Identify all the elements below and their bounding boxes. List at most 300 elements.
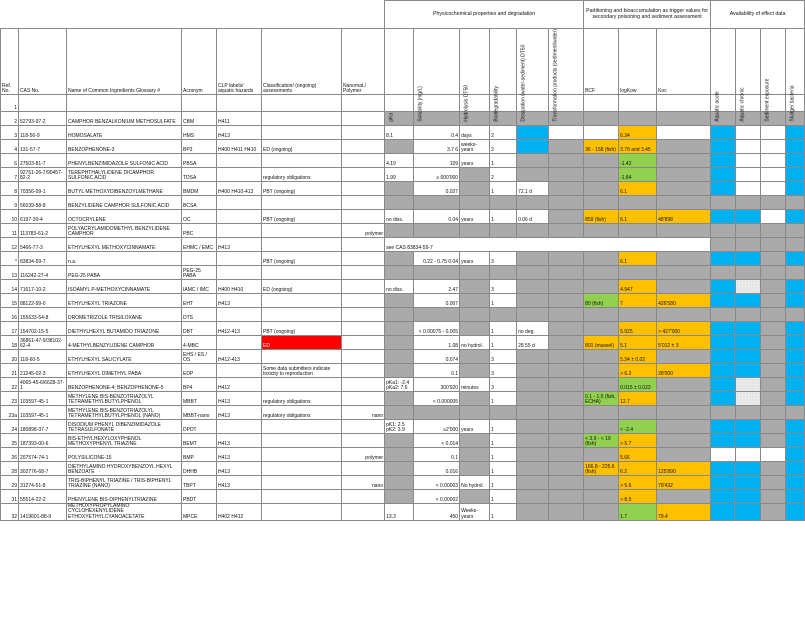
acronym-cell: MBBT bbox=[182, 392, 217, 406]
koc-cell bbox=[657, 224, 711, 238]
effect-data-cell bbox=[711, 294, 736, 308]
ref-cell: 20 bbox=[1, 350, 19, 364]
dis-cell bbox=[517, 476, 549, 490]
effect-data-cell bbox=[736, 266, 761, 280]
koc-cell bbox=[657, 182, 711, 196]
table-row bbox=[1, 462, 805, 476]
classification-cell: regulatory obligations bbox=[262, 392, 342, 406]
effect-data-cell bbox=[761, 224, 786, 238]
column-header: Sludge/ bacteria bbox=[786, 29, 805, 95]
classification-cell: PBT (ongoing) bbox=[262, 322, 342, 336]
nano-polymer-cell bbox=[342, 280, 385, 294]
effect-data-cell bbox=[761, 154, 786, 168]
acronym-cell: EHT bbox=[182, 294, 217, 308]
effect-data-cell bbox=[736, 210, 761, 224]
dis-cell bbox=[517, 406, 549, 420]
acronym-cell: MPCE bbox=[182, 504, 217, 521]
effect-data-cell bbox=[711, 336, 736, 350]
sol-cell: 0.04 bbox=[414, 210, 460, 224]
table-row bbox=[1, 280, 805, 294]
dis-cell bbox=[517, 224, 549, 238]
cas-cell: 154702-15-5 bbox=[19, 322, 67, 336]
sol-cell: 2.47 bbox=[414, 280, 460, 294]
acronym-cell: 4-MBC bbox=[182, 336, 217, 350]
dis-cell bbox=[517, 434, 549, 448]
pka-cell bbox=[385, 182, 414, 196]
bio-cell bbox=[490, 308, 517, 322]
effect-data-cell bbox=[711, 210, 736, 224]
hyd-cell bbox=[460, 294, 490, 308]
sol-cell: 0.1 bbox=[414, 448, 460, 462]
hyd-cell: days bbox=[460, 126, 490, 140]
name-cell: BENZYLIDENE CAMPHOR SULFONIC ACID bbox=[67, 196, 182, 210]
sol-cell: 0.027 bbox=[414, 182, 460, 196]
dis-cell bbox=[517, 350, 549, 364]
ref-cell: 23a bbox=[1, 406, 19, 420]
bio-cell: 3 bbox=[490, 378, 517, 392]
effect-data-cell bbox=[786, 392, 805, 406]
effect-data-cell bbox=[736, 336, 761, 350]
clp-cell bbox=[217, 420, 262, 434]
effect-data-cell bbox=[736, 140, 761, 154]
tr-cell bbox=[549, 224, 584, 238]
classification-cell bbox=[262, 154, 342, 168]
koc-cell bbox=[657, 392, 711, 406]
hyd-cell: years bbox=[460, 420, 490, 434]
acronym-cell: EHS / ES / OS bbox=[182, 350, 217, 364]
kow-cell bbox=[619, 95, 657, 112]
cas-cell: 6197-30-4 bbox=[19, 210, 67, 224]
bcf-cell bbox=[584, 504, 619, 521]
hyd-cell bbox=[460, 196, 490, 210]
cas-cell: 155633-54-8 bbox=[19, 308, 67, 322]
acronym-cell: PBC bbox=[182, 224, 217, 238]
dis-cell: no deg. bbox=[517, 322, 549, 336]
kow-cell: 7 bbox=[619, 294, 657, 308]
clp-cell: H412-413 bbox=[217, 322, 262, 336]
kow-cell: -1.84 bbox=[619, 168, 657, 182]
name-cell: TEREPHTHALYLIDENE DICAMPHOR SULFONIC ACID bbox=[67, 168, 182, 182]
name-cell: TRIS-BIPHENYL TRIAZINE / TRIS-BIPHENYL TRIAZINE (NANO) bbox=[67, 476, 182, 490]
bcf-cell bbox=[584, 280, 619, 294]
pka-cell bbox=[385, 350, 414, 364]
bio-cell bbox=[490, 266, 517, 280]
nano-polymer-cell bbox=[342, 322, 385, 336]
acronym-cell: BMDM bbox=[182, 182, 217, 196]
nano-polymer-cell bbox=[342, 210, 385, 224]
cas-cell: 55514-22-2 bbox=[19, 490, 67, 504]
dis-cell bbox=[517, 308, 549, 322]
ref-cell: 23 bbox=[1, 392, 19, 406]
hyd-cell bbox=[460, 364, 490, 378]
clp-cell: H402 H412 bbox=[217, 504, 262, 521]
bio-cell: 1 bbox=[490, 294, 517, 308]
dis-cell bbox=[517, 448, 549, 462]
bio-cell: 1 bbox=[490, 210, 517, 224]
dis-cell bbox=[517, 364, 549, 378]
bio-cell: 1 bbox=[490, 420, 517, 434]
name-cell: PEG-25 PABA bbox=[67, 266, 182, 280]
ref-cell: 1 bbox=[1, 95, 19, 112]
effect-data-cell bbox=[736, 490, 761, 504]
acronym-cell: BP4 bbox=[182, 378, 217, 392]
effect-data-cell bbox=[736, 448, 761, 462]
hyd-cell bbox=[460, 266, 490, 280]
hyd-cell bbox=[460, 350, 490, 364]
nano-polymer-cell: nano bbox=[342, 476, 385, 490]
sol-cell: 300'920 bbox=[414, 378, 460, 392]
pka-cell bbox=[385, 224, 414, 238]
hyd-cell bbox=[460, 224, 490, 238]
classification-cell: regulatory obligations bbox=[262, 406, 342, 420]
pka-cell: 13.3 bbox=[385, 504, 414, 521]
bcf-cell bbox=[584, 364, 619, 378]
kow-cell: > 8.5 bbox=[619, 490, 657, 504]
pka-cell bbox=[385, 140, 414, 154]
cas-cell: 131-57-7 bbox=[19, 140, 67, 154]
sol-cell bbox=[414, 406, 460, 420]
effect-data-cell bbox=[736, 196, 761, 210]
bcf-cell bbox=[584, 182, 619, 196]
hyd-cell: minutes bbox=[460, 378, 490, 392]
bio-cell bbox=[490, 196, 517, 210]
koc-cell: 79'432 bbox=[657, 476, 711, 490]
nano-polymer-cell bbox=[342, 140, 385, 154]
effect-data-cell bbox=[736, 294, 761, 308]
effect-data-cell bbox=[786, 420, 805, 434]
classification-cell: ED (ongoing) bbox=[262, 140, 342, 154]
kow-cell: 1.7 bbox=[619, 504, 657, 521]
ref-cell: 26 bbox=[1, 448, 19, 462]
sol-cell: < 0.00003 bbox=[414, 476, 460, 490]
column-header: Aquatic acute bbox=[711, 29, 736, 95]
effect-data-cell bbox=[736, 168, 761, 182]
classification-cell bbox=[262, 462, 342, 476]
effect-data-cell bbox=[786, 462, 805, 476]
effect-data-cell bbox=[761, 252, 786, 266]
classification-cell bbox=[262, 308, 342, 322]
name-cell: METHYLENE BIS-BENZOTRIAZOLYL TETRAMETHYLBUTYLPHENOL bbox=[67, 392, 182, 406]
acronym-cell: PBDT bbox=[182, 490, 217, 504]
table-row bbox=[1, 182, 805, 196]
effect-data-cell bbox=[711, 378, 736, 392]
tr-cell bbox=[549, 154, 584, 168]
name-cell: DIETHYLHEXYL BUTAMIDO TRIAZONE bbox=[67, 322, 182, 336]
bio-cell: 3 bbox=[490, 280, 517, 294]
effect-data-cell bbox=[736, 308, 761, 322]
nano-polymer-cell bbox=[342, 168, 385, 182]
koc-cell: 28'000 bbox=[657, 364, 711, 378]
tr-cell bbox=[549, 126, 584, 140]
bio-cell: 1 bbox=[490, 476, 517, 490]
bcf-cell bbox=[584, 266, 619, 280]
pka-cell bbox=[385, 308, 414, 322]
tr-cell bbox=[549, 504, 584, 521]
hyd-cell bbox=[460, 308, 490, 322]
clp-cell bbox=[217, 490, 262, 504]
ref-cell: 3 bbox=[1, 126, 19, 140]
bio-cell: 2 bbox=[490, 168, 517, 182]
ref-cell: 15 bbox=[1, 294, 19, 308]
effect-data-cell bbox=[761, 392, 786, 406]
acronym-cell: IAMC / IMC bbox=[182, 280, 217, 294]
cas-cell: 88122-99-0 bbox=[19, 294, 67, 308]
nano-polymer-cell bbox=[342, 252, 385, 266]
koc-cell bbox=[657, 252, 711, 266]
table-row bbox=[1, 434, 805, 448]
dis-cell bbox=[517, 280, 549, 294]
effect-data-cell bbox=[761, 182, 786, 196]
column-header: Hydrolysis DT50 bbox=[460, 29, 490, 95]
bcf-cell bbox=[584, 95, 619, 112]
nano-polymer-cell bbox=[342, 266, 385, 280]
cas-cell: 118-56-9 bbox=[19, 126, 67, 140]
effect-data-cell bbox=[786, 238, 805, 252]
nano-polymer-cell bbox=[342, 294, 385, 308]
cas-cell: 71617-10-2 bbox=[19, 280, 67, 294]
tr-cell bbox=[549, 462, 584, 476]
hyd-cell: No hydrol. bbox=[460, 476, 490, 490]
effect-data-cell bbox=[761, 280, 786, 294]
ref-cell: 4 bbox=[1, 140, 19, 154]
table-row bbox=[1, 266, 805, 280]
koc-cell bbox=[657, 490, 711, 504]
classification-cell bbox=[262, 224, 342, 238]
column-header: Ref. No. bbox=[1, 29, 19, 95]
effect-data-cell bbox=[711, 490, 736, 504]
koc-cell bbox=[657, 168, 711, 182]
effect-data-cell bbox=[786, 140, 805, 154]
effect-data-cell bbox=[761, 364, 786, 378]
effect-data-cell bbox=[761, 210, 786, 224]
hyd-cell bbox=[460, 182, 490, 196]
effect-data-cell bbox=[761, 322, 786, 336]
effect-data-cell bbox=[711, 140, 736, 154]
nano-polymer-cell bbox=[342, 378, 385, 392]
effect-data-cell bbox=[786, 182, 805, 196]
tr-cell bbox=[549, 350, 584, 364]
classification-cell: PBT (ongoing) bbox=[262, 252, 342, 266]
sol-cell: 1.08 bbox=[414, 336, 460, 350]
table-row bbox=[1, 448, 805, 462]
koc-cell bbox=[657, 280, 711, 294]
pka-cell bbox=[385, 266, 414, 280]
bio-cell: 3 bbox=[490, 364, 517, 378]
table-row bbox=[1, 406, 805, 420]
effect-data-cell bbox=[736, 476, 761, 490]
acronym-cell: TBPT bbox=[182, 476, 217, 490]
dis-cell: 28.55 d bbox=[517, 336, 549, 350]
tr-cell bbox=[549, 140, 584, 154]
pka-cell bbox=[385, 196, 414, 210]
effect-data-cell bbox=[736, 252, 761, 266]
effect-data-cell bbox=[786, 266, 805, 280]
nano-polymer-cell bbox=[342, 308, 385, 322]
tr-cell bbox=[549, 336, 584, 350]
bcf-cell bbox=[584, 308, 619, 322]
acronym-cell bbox=[182, 95, 217, 112]
classification-cell bbox=[262, 434, 342, 448]
column-header: Solubility [mg/L] bbox=[414, 29, 460, 95]
table-row bbox=[1, 392, 805, 406]
nano-polymer-cell bbox=[342, 126, 385, 140]
koc-cell bbox=[657, 350, 711, 364]
kow-cell: 6.2 bbox=[619, 462, 657, 476]
bio-cell: 1 bbox=[490, 490, 517, 504]
dis-cell bbox=[517, 420, 549, 434]
sol-cell: < 0.00002 bbox=[414, 490, 460, 504]
effect-data-cell bbox=[786, 280, 805, 294]
bcf-cell: 859 (fish) bbox=[584, 210, 619, 224]
koc-cell: 79.4 bbox=[657, 504, 711, 521]
bio-cell: 3 bbox=[490, 350, 517, 364]
hyd-cell bbox=[460, 322, 490, 336]
acronym-cell bbox=[182, 252, 217, 266]
bio-cell: 3 bbox=[490, 252, 517, 266]
name-cell: PHENYLBENZIMIDAZOLE SULFONIC ACID bbox=[67, 154, 182, 168]
table-row bbox=[1, 112, 805, 126]
column-header: Name of Common Ingredients Glossary # bbox=[67, 29, 182, 95]
hyd-cell: years bbox=[460, 210, 490, 224]
clp-cell bbox=[217, 196, 262, 210]
table-row bbox=[1, 140, 805, 154]
classification-cell bbox=[262, 294, 342, 308]
ref-cell: * bbox=[1, 252, 19, 266]
sol-cell: < 0.014 bbox=[414, 434, 460, 448]
acronym-cell: PEG-25 PABA bbox=[182, 266, 217, 280]
ref-cell: 29 bbox=[1, 476, 19, 490]
bcf-cell bbox=[584, 126, 619, 140]
ref-cell: 28 bbox=[1, 462, 19, 476]
column-header: Classification/ (ongoing) assessments bbox=[262, 29, 342, 95]
effect-data-cell bbox=[761, 266, 786, 280]
table-row bbox=[1, 350, 805, 364]
sol-cell: 0.4 bbox=[414, 126, 460, 140]
name-cell: BUTYL METHOXYDIBENZOYLMETHANE bbox=[67, 182, 182, 196]
dis-cell bbox=[517, 462, 549, 476]
clp-cell: H400 H410-413 bbox=[217, 182, 262, 196]
cas-cell: 116242-27-4 bbox=[19, 266, 67, 280]
effect-data-cell bbox=[786, 504, 805, 521]
ref-cell: 24 bbox=[1, 420, 19, 434]
table-row bbox=[1, 322, 805, 336]
pka-cell bbox=[385, 434, 414, 448]
effect-data-cell bbox=[786, 364, 805, 378]
classification-cell bbox=[262, 420, 342, 434]
clp-cell: H400 H411 H410 bbox=[217, 140, 262, 154]
ref-cell: 22 bbox=[1, 378, 19, 392]
effect-data-cell bbox=[736, 420, 761, 434]
nano-polymer-cell: polymer bbox=[342, 448, 385, 462]
effect-data-cell bbox=[761, 308, 786, 322]
hyd-cell: no hydrol. bbox=[460, 336, 490, 350]
bio-cell: 1 bbox=[490, 448, 517, 462]
nano-polymer-cell bbox=[342, 392, 385, 406]
pka-cell: 1.99 bbox=[385, 168, 414, 182]
bcf-cell bbox=[584, 168, 619, 182]
name-cell: BENZOPHENONE-4; BENZOPHENONE-5 bbox=[67, 378, 182, 392]
name-cell: POLYACRYLAMIDOMETHYL BENZYLIDENE CAMPHOR bbox=[67, 224, 182, 238]
bio-cell bbox=[490, 406, 517, 420]
ref-cell: 25 bbox=[1, 434, 19, 448]
nano-polymer-cell bbox=[342, 196, 385, 210]
classification-cell bbox=[262, 266, 342, 280]
koc-cell bbox=[657, 308, 711, 322]
column-header: CLP labels/ aquatic hazards bbox=[217, 29, 262, 95]
nano-polymer-cell bbox=[342, 182, 385, 196]
kow-cell: 0.015 ± 0.023 bbox=[619, 378, 657, 392]
koc-cell: 5'012 ± 3 bbox=[657, 336, 711, 350]
sol-cell: 0.016 bbox=[414, 462, 460, 476]
bio-cell bbox=[490, 224, 517, 238]
classification-cell: ED (ongoing) bbox=[262, 280, 342, 294]
tr-cell bbox=[549, 294, 584, 308]
table-row bbox=[1, 490, 805, 504]
ref-cell: 31 bbox=[1, 490, 19, 504]
sol-cell: 0.007 bbox=[414, 294, 460, 308]
name-cell: PHENYLENE BIS-DIPHENYLTRIAZINE bbox=[67, 490, 182, 504]
dis-cell bbox=[517, 140, 549, 154]
bcf-cell bbox=[584, 448, 619, 462]
effect-data-cell bbox=[711, 238, 736, 252]
kow-cell: 6.34 bbox=[619, 126, 657, 140]
tr-cell bbox=[549, 434, 584, 448]
column-header: Dissipation (water-sediment) DT50 bbox=[517, 29, 549, 95]
pka-cell bbox=[385, 336, 414, 350]
name-cell: ISOAMYL P-METHOXYCINNAMATE bbox=[67, 280, 182, 294]
effect-data-cell bbox=[761, 448, 786, 462]
hyd-cell: weeks-years bbox=[460, 140, 490, 154]
effect-data-cell bbox=[786, 168, 805, 182]
effect-data-cell bbox=[761, 168, 786, 182]
sol-cell: 450 bbox=[414, 504, 460, 521]
classification-cell bbox=[262, 126, 342, 140]
effect-data-cell bbox=[736, 406, 761, 420]
effect-data-cell bbox=[786, 196, 805, 210]
acronym-cell: BMP bbox=[182, 448, 217, 462]
bcf-cell: 166.8 - 225.6 (fish) bbox=[584, 462, 619, 476]
effect-data-cell bbox=[736, 364, 761, 378]
effect-data-cell bbox=[786, 210, 805, 224]
table-row bbox=[1, 252, 805, 266]
koc-cell: 48'898 bbox=[657, 210, 711, 224]
ref-cell: 21 bbox=[1, 364, 19, 378]
tr-cell bbox=[549, 476, 584, 490]
column-header: Transformation products (sediment/water) bbox=[549, 29, 584, 95]
bcf-cell bbox=[584, 112, 619, 126]
effect-data-cell bbox=[786, 154, 805, 168]
cas-cell: 187393-00-6 bbox=[19, 434, 67, 448]
effect-data-cell bbox=[761, 490, 786, 504]
tr-cell bbox=[549, 322, 584, 336]
sol-cell bbox=[414, 224, 460, 238]
table-row bbox=[1, 294, 805, 308]
effect-data-cell bbox=[736, 392, 761, 406]
acronym-cell: DHHB bbox=[182, 462, 217, 476]
effect-data-cell bbox=[786, 490, 805, 504]
acronym-cell: EDP bbox=[182, 364, 217, 378]
cas-cell: 92761-26-7/90457-82-2 bbox=[19, 168, 67, 182]
clp-cell bbox=[217, 224, 262, 238]
kow-cell: > 6.2 bbox=[619, 364, 657, 378]
dis-cell bbox=[517, 504, 549, 521]
effect-data-cell bbox=[761, 140, 786, 154]
hyd-cell bbox=[460, 434, 490, 448]
effect-data-cell bbox=[786, 336, 805, 350]
hyd-cell: Weeks-years bbox=[460, 504, 490, 521]
clp-cell bbox=[217, 95, 262, 112]
nano-polymer-cell bbox=[342, 112, 385, 126]
